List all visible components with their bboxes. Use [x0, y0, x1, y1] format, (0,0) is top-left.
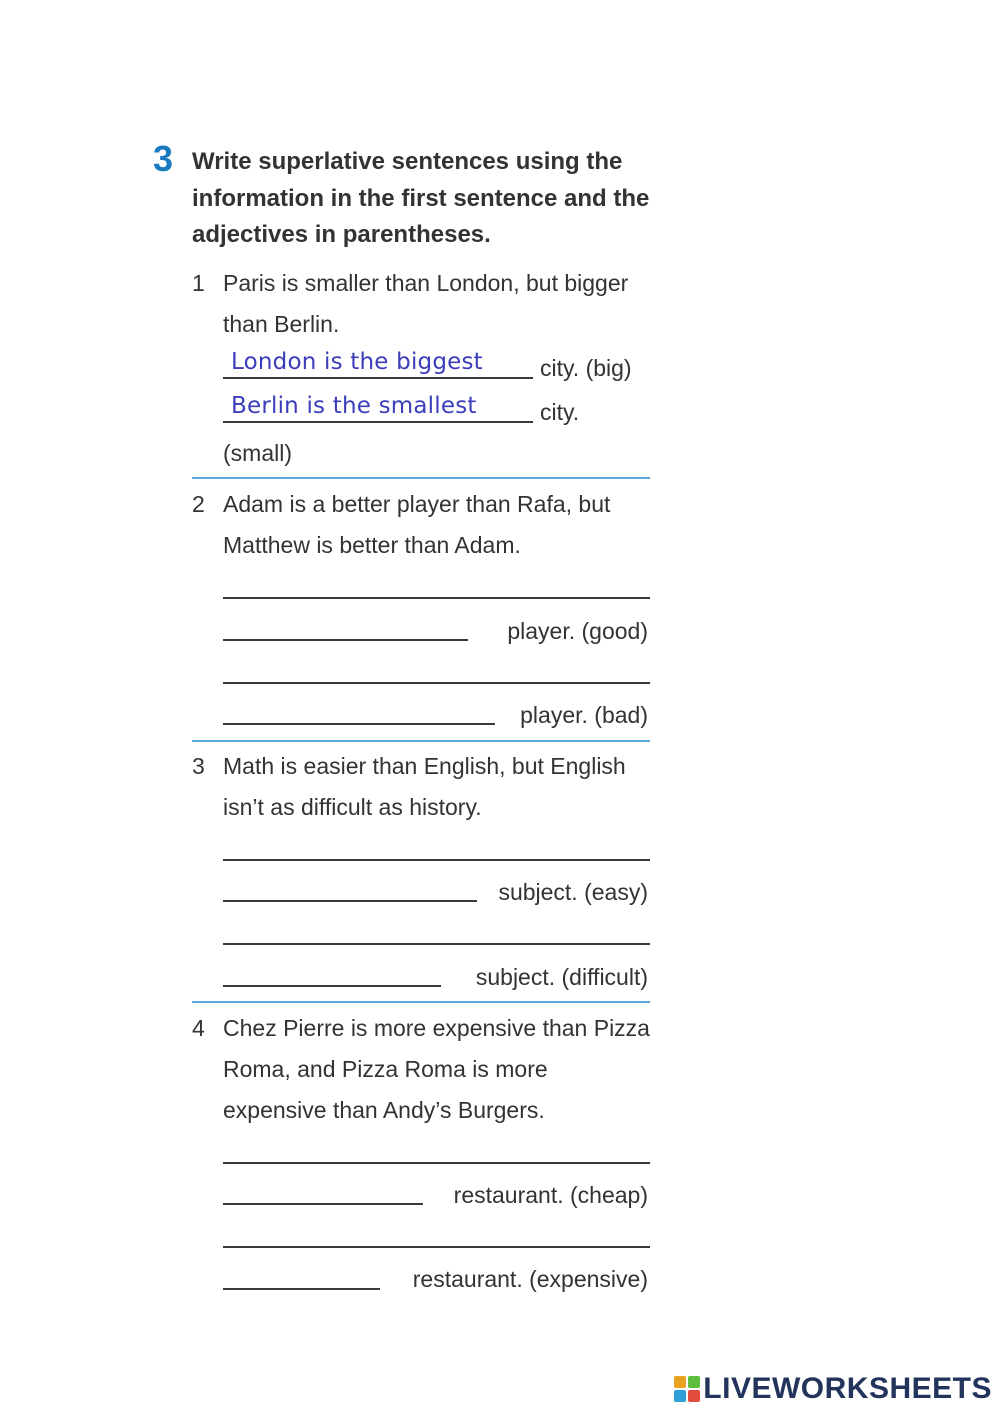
- answer-line[interactable]: [223, 597, 650, 599]
- answer-line[interactable]: [223, 682, 650, 684]
- answer-tail: city. (big): [540, 355, 632, 381]
- answer-line[interactable]: [223, 1162, 650, 1164]
- exercise-number: 3: [153, 138, 174, 179]
- answer-line[interactable]: [223, 639, 468, 641]
- section-divider: [192, 1001, 650, 1003]
- item-number: 3: [192, 753, 205, 779]
- liveworksheets-logo[interactable]: [674, 1369, 992, 1409]
- section-divider: [192, 477, 650, 479]
- answer-tail: restaurant. (expensive): [412, 1266, 648, 1292]
- item-prompt: Math is easier than English, but English isn’t as difficult as history.: [223, 753, 626, 820]
- answer-tail: subject. (difficult): [475, 964, 648, 990]
- logo-tile: [688, 1376, 700, 1388]
- exercise-instructions: Write superlative sentences using the information in the first sentence and the adjectives in parentheses.: [192, 148, 650, 248]
- answer-line[interactable]: [223, 943, 650, 945]
- answer-line[interactable]: [223, 393, 533, 423]
- logo-tile: [674, 1376, 686, 1388]
- logo-tile: [688, 1390, 700, 1402]
- item-number: 1: [192, 270, 205, 296]
- item-number: 4: [192, 1015, 205, 1041]
- answer-tail: player. (bad): [520, 702, 648, 728]
- handwritten-answer: London is the biggest: [231, 349, 483, 375]
- logo-text: LIVEWORKSHEETS: [703, 1372, 992, 1405]
- answer-tail: restaurant. (cheap): [453, 1182, 648, 1208]
- answer-line[interactable]: [223, 349, 533, 379]
- answer-line[interactable]: [223, 859, 650, 861]
- item-prompt: Chez Pierre is more expensive than Pizza Roma, and Pizza Roma is more expensive than Andy’s Burgers.: [223, 1015, 650, 1123]
- answer-line[interactable]: [223, 1246, 650, 1248]
- answer-tail: player. (good): [507, 618, 648, 644]
- answer-line[interactable]: [223, 1288, 380, 1290]
- section-divider: [192, 740, 650, 742]
- item-prompt: Paris is smaller than London, but bigger than Berlin.: [223, 270, 629, 337]
- item-number: 2: [192, 491, 205, 517]
- answer-tail: subject. (easy): [498, 879, 648, 905]
- handwritten-answer: Berlin is the smallest: [231, 393, 477, 419]
- answer-continuation: (small): [223, 440, 292, 466]
- logo-mark-icon: [674, 1376, 700, 1402]
- logo-tile: [674, 1390, 686, 1402]
- answer-line[interactable]: [223, 900, 477, 902]
- answer-line[interactable]: [223, 1203, 423, 1205]
- answer-line[interactable]: [223, 723, 495, 725]
- answer-tail: city.: [540, 399, 580, 425]
- answer-line[interactable]: [223, 985, 441, 987]
- item-prompt: Adam is a better player than Rafa, but Matthew is better than Adam.: [223, 491, 611, 558]
